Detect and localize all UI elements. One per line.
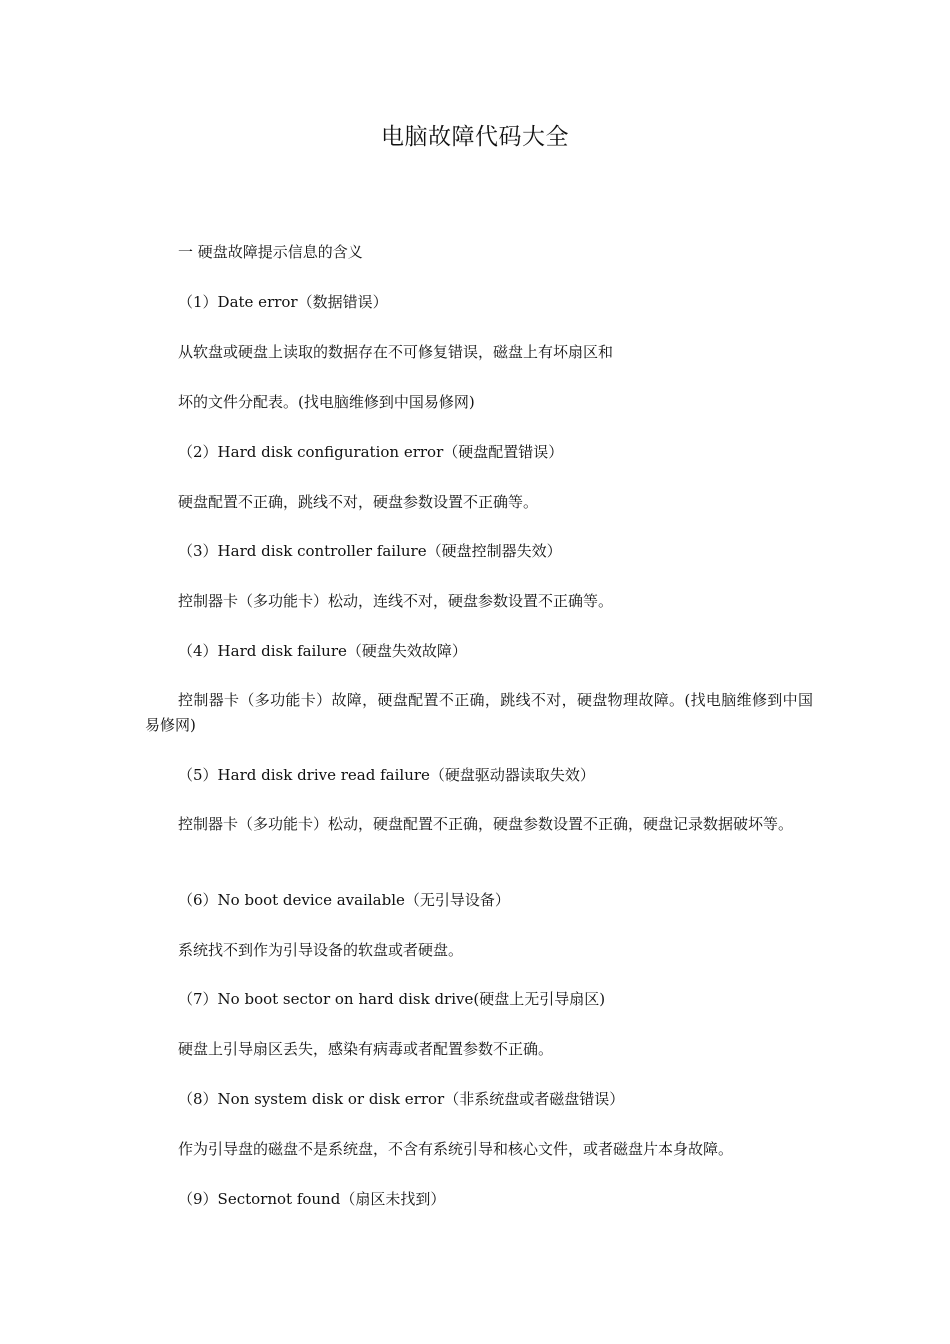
item-desc-8: 作为引导盘的磁盘不是系统盘，不含有系统引导和核心文件，或者磁盘片本身故障。 [178, 1140, 734, 1158]
item-heading-8: （8）Non system disk or disk error（非系统盘或者磁盘错误） [178, 1090, 625, 1108]
item-heading-4: （4）Hard disk failure（硬盘失效故障） [178, 642, 467, 660]
item-heading-6: （6）No boot device available（无引导设备） [178, 891, 510, 909]
item-heading-9: （9）Sectornot found（扇区未找到） [178, 1190, 446, 1208]
item-heading-5: （5）Hard disk drive read failure（硬盘驱动器读取失效） [178, 766, 595, 784]
section-heading: 一 硬盘故障提示信息的含义 [178, 243, 363, 261]
item-desc-2: 硬盘配置不正确，跳线不对，硬盘参数设置不正确等。 [178, 493, 539, 511]
item-desc-5: 控制器卡（多功能卡）松动，硬盘配置不正确，硬盘参数设置不正确，硬盘记录数据破坏等。 [178, 815, 794, 833]
item-heading-1: （1）Date error（数据错误） [178, 293, 388, 311]
item-desc-4: 控制器卡（多功能卡）故障，硬盘配置不正确，跳线不对，硬盘物理故障。(找电脑维修到中国易修网) [145, 691, 813, 734]
item-heading-2: （2）Hard disk configuration error（硬盘配置错误） [178, 443, 564, 461]
item-heading-3: （3）Hard disk controller failure（硬盘控制器失效） [178, 542, 562, 560]
item-desc-6: 系统找不到作为引导设备的软盘或者硬盘。 [178, 941, 464, 959]
document-title: 电脑故障代码大全 [381, 124, 569, 150]
item-heading-7: （7）No boot sector on hard disk drive(硬盘上无引导扇区) [178, 990, 606, 1008]
item-desc-1-line-2: 坏的文件分配表。(找电脑维修到中国易修网) [178, 393, 475, 411]
item-desc-3: 控制器卡（多功能卡）松动，连线不对，硬盘参数设置不正确等。 [178, 592, 614, 610]
item-desc-7: 硬盘上引导扇区丢失，感染有病毒或者配置参数不正确。 [178, 1040, 554, 1058]
item-desc-1-line-1: 从软盘或硬盘上读取的数据存在不可修复错误，磁盘上有坏扇区和 [178, 343, 614, 361]
